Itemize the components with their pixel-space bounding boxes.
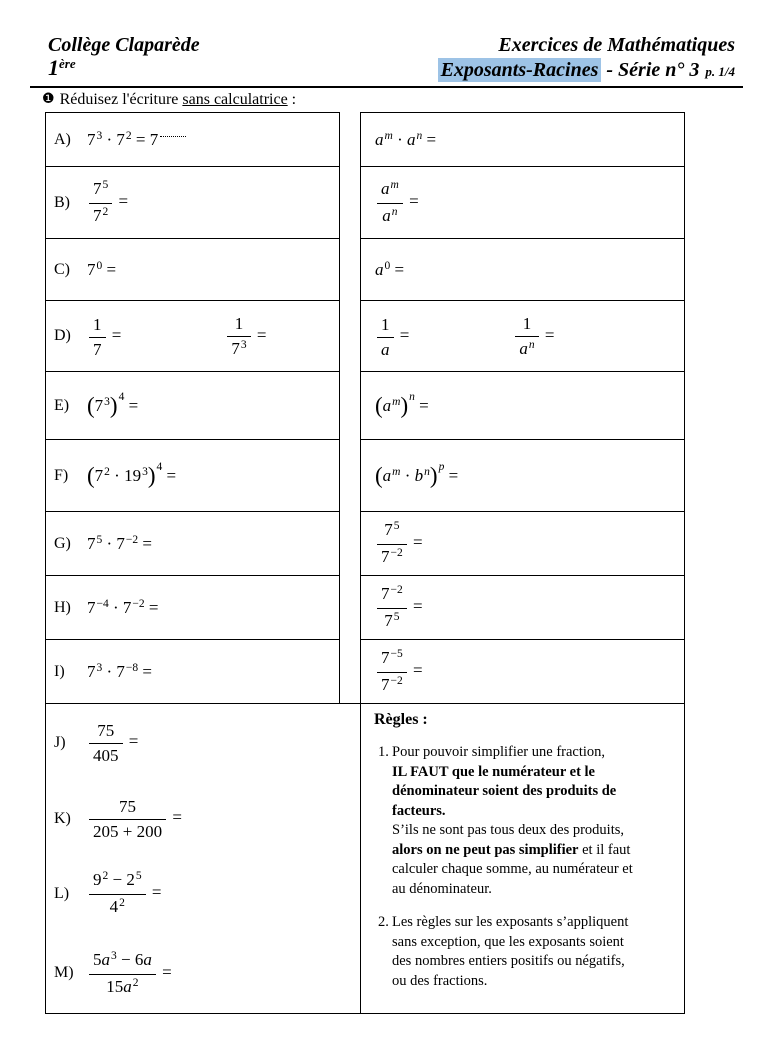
numerator bbox=[377, 582, 407, 609]
exercise-row-L bbox=[46, 856, 360, 931]
power-term: $7^0$ bbox=[87, 259, 103, 279]
exponent: 2 bbox=[132, 976, 139, 989]
row-label: B) bbox=[54, 193, 70, 211]
doc-subtitle bbox=[438, 59, 735, 82]
rules-title: Règles : bbox=[374, 711, 428, 728]
math-expression bbox=[519, 339, 534, 358]
exercise-row-E-right bbox=[360, 371, 685, 440]
math-expression: $a^m \cdot a^n$ = bbox=[375, 129, 437, 149]
exercise-row-H-right bbox=[360, 575, 685, 640]
denominator bbox=[227, 337, 250, 361]
power-term: $7^{-2}$ bbox=[381, 675, 403, 694]
denominator bbox=[377, 338, 394, 360]
exercise-row-E-left bbox=[45, 371, 340, 440]
power-term: $a^m$ bbox=[375, 129, 393, 149]
power-term: $a^n$ bbox=[382, 206, 398, 225]
denominator bbox=[89, 744, 123, 766]
power-term: $7^{-2}$ bbox=[381, 584, 403, 603]
open-paren: ( bbox=[87, 462, 95, 488]
exponent: −2 bbox=[390, 675, 403, 687]
instruction-underlined: sans calculatrice bbox=[182, 91, 288, 108]
row-label: K) bbox=[54, 809, 71, 827]
power-term: $a^2$ bbox=[123, 976, 139, 996]
math-expression bbox=[110, 897, 125, 916]
math-expression: a bbox=[381, 339, 390, 359]
power-term: $a^m$ bbox=[382, 465, 401, 485]
power-term: $7^5$ bbox=[384, 520, 400, 539]
math-expression: $7^{-4} \cdot 7^{-2}$ = bbox=[87, 597, 159, 617]
exponent: 2 bbox=[125, 129, 132, 142]
math-expression: $\frac{a^m}{a^n}$ = bbox=[375, 177, 419, 228]
power-term: $7^{-2}$ bbox=[381, 547, 403, 566]
power-term: $7^3$ bbox=[231, 338, 247, 358]
numerator bbox=[89, 313, 106, 338]
math-expression: 75 bbox=[97, 721, 115, 740]
exercise-row-G-right bbox=[360, 511, 685, 576]
math-expression: $\frac{1}{7}$ = $\frac{1}{7^3}$ = bbox=[87, 312, 266, 361]
math-expression: 75 bbox=[119, 797, 137, 816]
power-term: $a^m$ bbox=[382, 395, 401, 415]
fraction bbox=[377, 646, 407, 697]
power-term: 7 bbox=[150, 130, 187, 149]
exponent: 5 bbox=[135, 870, 142, 882]
numerator bbox=[515, 312, 538, 337]
exponent: 3 bbox=[104, 395, 110, 408]
row-label: C) bbox=[54, 260, 70, 278]
math-expression: 205 + 200 bbox=[93, 822, 163, 841]
power-term: $9^2$ bbox=[93, 870, 109, 889]
fraction bbox=[377, 518, 407, 569]
exercise-row-M bbox=[46, 931, 360, 1015]
exponent: 2 bbox=[119, 897, 125, 909]
denominator bbox=[377, 673, 407, 697]
power-term: $7^{-4}$ bbox=[87, 597, 109, 617]
denominator bbox=[89, 895, 146, 919]
exercise-instruction: ❶ Réduisez l'écriture sans calculatrice : bbox=[42, 91, 297, 108]
exercise-row-A-left bbox=[45, 112, 340, 167]
numerator bbox=[89, 177, 112, 204]
numerator bbox=[89, 948, 156, 975]
rule-number: 2. bbox=[378, 914, 389, 930]
exponent: −5 bbox=[390, 648, 403, 660]
header-right bbox=[438, 34, 735, 82]
math-expression: 1 bbox=[522, 313, 532, 333]
grade-level: 1ère bbox=[48, 55, 76, 80]
fraction bbox=[89, 313, 106, 360]
exponent: m bbox=[384, 129, 393, 142]
exercise-row-I-right bbox=[360, 639, 685, 704]
numerator bbox=[89, 795, 166, 820]
math-expression: $\frac{7^{-5}}{7^{-2}}$ = bbox=[375, 646, 423, 697]
fraction bbox=[377, 313, 394, 360]
power-term: $4^2$ bbox=[109, 897, 125, 916]
row-label: E) bbox=[54, 396, 70, 414]
math-expression: $7^0$ = bbox=[87, 259, 117, 279]
exercise-row-D-right bbox=[360, 300, 685, 372]
math-expression bbox=[381, 547, 403, 566]
exponent: 3 bbox=[96, 129, 103, 142]
power-term: $a^m$ bbox=[381, 179, 399, 198]
exercise-row-F-right bbox=[360, 439, 685, 512]
exponent: 5 bbox=[96, 533, 103, 546]
math-expression bbox=[93, 206, 108, 225]
power-term: $a^0$ bbox=[375, 259, 391, 279]
math-expression: $\frac{7^5}{7^{-2}}$ = bbox=[375, 518, 423, 569]
power-term: $7^{-5}$ bbox=[381, 648, 403, 667]
numerator bbox=[377, 646, 407, 673]
row-label: D) bbox=[54, 327, 71, 344]
power-term: $7^5$ bbox=[93, 179, 109, 198]
exponent: 3 bbox=[142, 465, 148, 478]
power-term: $a^n$ bbox=[406, 129, 423, 149]
exercise-row-I-left bbox=[45, 639, 340, 704]
denominator bbox=[377, 545, 407, 569]
exercise-row-B-left bbox=[45, 166, 340, 239]
fraction bbox=[89, 177, 112, 228]
exponent: n bbox=[528, 338, 535, 351]
rule-text: Les règles sur les exposants s’appliquent sans exception, que les exposants soient des nombres entiers positifs ou négatifs, ou des fractions. bbox=[392, 914, 629, 989]
grade-superscript: ère bbox=[59, 56, 76, 71]
math-expression: 1 bbox=[381, 314, 390, 334]
row-label: G) bbox=[54, 534, 71, 552]
exponent: n bbox=[416, 129, 423, 142]
exponent: 5 bbox=[393, 520, 400, 532]
fraction bbox=[89, 948, 156, 999]
numerator bbox=[377, 313, 394, 338]
fraction bbox=[89, 868, 146, 919]
exponent: 0 bbox=[96, 259, 103, 272]
outer-exponent: n bbox=[409, 390, 415, 403]
math-expression: $\frac{7^{-2}}{7^5}$ = bbox=[375, 582, 423, 633]
power-term: $7^2$ bbox=[93, 206, 109, 225]
denominator bbox=[89, 975, 156, 999]
rule-item-1 bbox=[361, 743, 684, 899]
open-paren: ( bbox=[375, 462, 383, 488]
numbered-bullet-icon: ❶ bbox=[42, 91, 55, 107]
parenthesized-term bbox=[375, 460, 445, 488]
numerator bbox=[377, 518, 407, 545]
exercise-row-J bbox=[46, 704, 360, 781]
close-paren: ) bbox=[400, 392, 409, 418]
math-expression bbox=[383, 396, 401, 415]
math-expression: $\frac{75}{405}$ = bbox=[87, 719, 138, 766]
denominator bbox=[377, 609, 407, 633]
exponent: −8 bbox=[125, 661, 139, 674]
math-expression: $\frac{7^5}{7^2}$ = bbox=[87, 177, 128, 228]
exercise-row-A-right bbox=[360, 112, 685, 167]
power-term: $a^3$ bbox=[101, 949, 117, 969]
exponent: n bbox=[424, 465, 430, 478]
math-expression: $(a^m \cdot b^n)^p$ = bbox=[375, 460, 459, 488]
exponent: 3 bbox=[111, 949, 117, 962]
math-expression bbox=[384, 611, 399, 630]
exponent: 2 bbox=[102, 206, 109, 218]
exercise-row-G-left bbox=[45, 511, 340, 576]
math-expression: $7^3 \cdot 7^2 = 7$ bbox=[87, 130, 186, 150]
math-expression bbox=[231, 339, 246, 358]
power-term: $19^3$ bbox=[124, 465, 148, 485]
power-term: $7^{-8}$ bbox=[116, 661, 139, 681]
rule-text: Pour pouvoir simplifier une fraction, IL FAUT que le numérateur et le dénominateur soient des produits de facteurs. S’ils ne sont pas tous deux des produits, alors on ne peut pas simplifier et il faut calculer chaque somme, au numérateur et au dénominateur. bbox=[392, 744, 633, 897]
fraction bbox=[515, 312, 538, 361]
fraction bbox=[377, 177, 403, 228]
close-paren: ) bbox=[429, 462, 438, 488]
row-label: J) bbox=[54, 733, 66, 751]
math-expression: $9^2 - 2^5$ bbox=[93, 870, 142, 889]
math-expression bbox=[381, 648, 403, 667]
exponent: m bbox=[392, 395, 401, 408]
parenthesized-term bbox=[87, 460, 163, 488]
denominator bbox=[89, 338, 106, 360]
math-expression bbox=[93, 179, 108, 198]
power-term: $7^2$ bbox=[94, 465, 110, 485]
exponent: 2 bbox=[102, 870, 109, 882]
exercise-row-H-left bbox=[45, 575, 340, 640]
header-left bbox=[48, 34, 200, 82]
math-expression: $\frac{75}{205 + 200}$ = bbox=[87, 795, 182, 842]
exponent: −2 bbox=[125, 533, 139, 546]
numerator bbox=[377, 177, 403, 204]
exponent: n bbox=[391, 206, 398, 218]
power-term: $2^5$ bbox=[126, 870, 142, 889]
math-expression bbox=[381, 179, 399, 198]
row-label: M) bbox=[54, 964, 74, 981]
fraction bbox=[227, 312, 250, 361]
math-expression: 1 bbox=[234, 313, 244, 333]
rule-number: 1. bbox=[378, 744, 389, 760]
exponent: −2 bbox=[390, 584, 403, 596]
numerator bbox=[89, 719, 123, 744]
exponent: 3 bbox=[96, 661, 103, 674]
math-expression bbox=[95, 396, 110, 415]
fraction bbox=[89, 795, 166, 842]
exercise-row-F-left bbox=[45, 439, 340, 512]
row-label: I) bbox=[54, 662, 65, 680]
outer-exponent: 4 bbox=[156, 460, 163, 473]
power-term: $7^{-2}$ bbox=[122, 597, 145, 617]
row-label: A) bbox=[54, 130, 71, 148]
math-expression bbox=[384, 520, 399, 539]
math-expression: $15a^2$ bbox=[106, 976, 139, 996]
exercise-row-C-left bbox=[45, 238, 340, 301]
power-term: $7^3$ bbox=[87, 129, 103, 149]
math-expression: $5a^3 - 6a$ bbox=[93, 949, 152, 969]
math-expression: 1 bbox=[93, 314, 102, 334]
math-expression bbox=[382, 206, 397, 225]
exponent: −4 bbox=[96, 597, 109, 610]
math-expression: $7^5 \cdot 7^{-2}$ = bbox=[87, 533, 153, 553]
denominator bbox=[89, 820, 166, 842]
parenthesized-term bbox=[375, 390, 415, 418]
math-expression: $\frac{5a^3 - 6a}{15a^2}$ = bbox=[87, 948, 172, 999]
exercise-rows-J-M bbox=[45, 703, 361, 1014]
parenthesized-term bbox=[87, 390, 125, 418]
close-paren: ) bbox=[147, 462, 156, 488]
instruction-text: Réduisez l'écriture bbox=[59, 91, 183, 108]
math-expression: $(7^2 \cdot 19^3)^4$ = bbox=[87, 460, 177, 488]
exponent: 2 bbox=[104, 465, 110, 478]
fraction bbox=[377, 582, 407, 633]
power-term: $7^{-2}$ bbox=[116, 533, 139, 553]
power-term: $7^3$ bbox=[94, 395, 110, 415]
header-divider bbox=[30, 86, 743, 88]
exponent: m bbox=[392, 465, 401, 478]
exercise-row-C-right bbox=[360, 238, 685, 301]
open-paren: ( bbox=[375, 392, 383, 418]
series-label: - Série n° 3 bbox=[601, 59, 700, 81]
exponent: 3 bbox=[240, 338, 247, 351]
math-expression: 7 bbox=[93, 339, 102, 359]
math-expression: $7^3 \cdot 7^{-8}$ = bbox=[87, 661, 153, 681]
page-number: p. 1/4 bbox=[705, 64, 735, 79]
row-label: L) bbox=[54, 884, 70, 902]
school-name: Collège Claparède bbox=[48, 34, 200, 56]
exponent: m bbox=[390, 179, 399, 191]
power-term: $7^2$ bbox=[116, 129, 132, 149]
denominator bbox=[515, 337, 538, 361]
math-expression: 405 bbox=[93, 746, 119, 765]
math-expression bbox=[381, 584, 403, 603]
math-expression: $a^0$ = bbox=[375, 259, 405, 279]
power-term: $7^5$ bbox=[87, 533, 103, 553]
answer-blank bbox=[160, 136, 186, 137]
denominator bbox=[89, 204, 112, 228]
fraction bbox=[89, 719, 123, 766]
exercise-row-D-left bbox=[45, 300, 340, 372]
exercise-row-B-right bbox=[360, 166, 685, 239]
open-paren: ( bbox=[87, 392, 95, 418]
math-expression: $7^2 \cdot 19^3$ bbox=[94, 465, 148, 485]
rule-item-2 bbox=[361, 913, 684, 991]
denominator bbox=[377, 204, 403, 228]
exercise-row-K bbox=[46, 781, 360, 856]
topic-highlight: Exposants-Racines bbox=[438, 58, 602, 82]
math-expression: $\frac{9^2 - 2^5}{4^2}$ = bbox=[87, 868, 161, 919]
math-expression: $a^m \cdot b^n$ bbox=[382, 465, 430, 485]
exponent: 5 bbox=[102, 179, 109, 191]
rules-panel bbox=[360, 703, 685, 1014]
exponent: 0 bbox=[384, 259, 391, 272]
power-term: $7^5$ bbox=[384, 611, 400, 630]
numerator bbox=[89, 868, 146, 895]
doc-title: Exercices de Mathématiques bbox=[498, 34, 735, 56]
row-label: F) bbox=[54, 466, 69, 484]
close-paren: ) bbox=[109, 392, 118, 418]
outer-exponent: 4 bbox=[118, 390, 125, 403]
math-expression: $(a^m)^n$ = bbox=[375, 390, 429, 418]
math-expression bbox=[381, 675, 403, 694]
exponent: 5 bbox=[393, 611, 400, 623]
outer-exponent: p bbox=[438, 460, 445, 473]
exponent: −2 bbox=[390, 547, 403, 559]
power-term: $a^n$ bbox=[519, 338, 535, 358]
power-term: $b^n$ bbox=[414, 465, 430, 485]
power-term: $7^3$ bbox=[87, 661, 103, 681]
exponent: −2 bbox=[132, 597, 145, 610]
row-label: H) bbox=[54, 598, 71, 616]
numerator bbox=[227, 312, 250, 337]
math-expression: $\frac{1}{a}$ = $\frac{1}{a^n}$ = bbox=[375, 312, 554, 361]
math-expression: $(7^3)^4$ = bbox=[87, 390, 139, 418]
